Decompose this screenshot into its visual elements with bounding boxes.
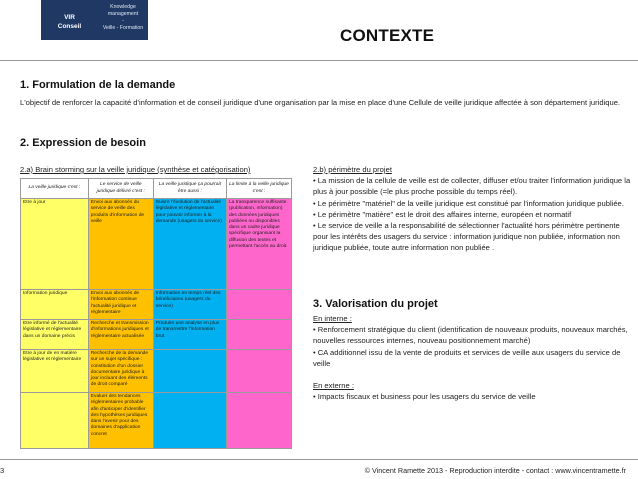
internal-bullet: • CA additionnel issu de la vente de produits et services de veille aux usagers du service de veille [313, 347, 621, 368]
table-cell: Etre à jour de en matière législative et réglementaire [21, 350, 89, 393]
table-cell: Envoi aux abonnés du service de veille des produits d'information de veille [88, 199, 153, 290]
internal-bullet: • Renforcement stratégique du client (identification de nouveaux produits, nouveaux marchés, nouvelles ressources internes, nouveau positionnement marché) [313, 325, 628, 346]
table-cell [226, 320, 291, 350]
header-divider [0, 60, 638, 61]
table-header-row [21, 179, 292, 199]
table-row [21, 320, 292, 350]
perimeter-bullet: • Le service de veille a la responsabilité de sélectionner l'actualité hors périmètre pertinente pour les intérêts des usagers du service : information juridique non publiée, information non juridique publiée, toute autre information non publiée . [313, 221, 620, 253]
perimeter-title: 2.b) périmètre du projet [313, 165, 392, 174]
page-title: CONTEXTE [340, 26, 435, 45]
table-cell [226, 290, 291, 320]
external-title: En externe : [313, 381, 354, 391]
internal-title: En interne : [313, 314, 352, 323]
logo-brand-line1: VIR [64, 14, 75, 21]
table-cell: Recherche de la demande sur un sujet spécifique : constitution d'un dossier documentaire juridique à jour incluant des éléments de droit comparé [88, 350, 153, 393]
table-cell [226, 350, 291, 393]
table-row [21, 290, 292, 320]
table-cell: Recherche et transmission d'informations juridiques et réglementaire actualisée [88, 320, 153, 350]
table-header: La limite à la veille juridique c'est : [226, 179, 291, 199]
section1-text: L'objectif de renforcer la capacité d'information et de conseil juridique d'une organisation par la mise en place d'une Cellule de veille juridique affectée à son département juridique. [20, 98, 621, 107]
table-cell: Etre informé de l'actualité législative et réglementaire dans un domaine précis [21, 320, 89, 350]
valorisation-block [313, 313, 633, 402]
perimeter-bullet: • La mission de la cellule de veille est de collecter, diffuser et/ou traiter l'information juridique la plus à jour possible (=le plus proche possible du temps réel). [313, 176, 631, 197]
tagline-line2: management [107, 11, 139, 17]
table-header: La veille juridique c'est : [21, 179, 89, 199]
table-cell [21, 393, 89, 449]
table-cell: Envoi aux abonnés de l'information continue l'actualité juridique et réglementaire [88, 290, 153, 320]
footer-divider [0, 459, 638, 460]
section3-heading: 3. Valorisation du projet [313, 298, 438, 310]
brainstorm-table [20, 178, 292, 449]
table-row [21, 199, 292, 290]
table-header: La veille juridique ça pourrait être aussi : [153, 179, 226, 199]
table-row [21, 393, 292, 449]
section1-heading: 1. Formulation de la demande [20, 79, 176, 91]
logo-tagline [98, 0, 148, 40]
logo-brand [41, 0, 98, 40]
tagline-line3: Veille - Formation [102, 25, 144, 31]
table-cell [153, 350, 226, 393]
page-number: 3 [0, 466, 5, 475]
table-cell: Information juridique [21, 290, 89, 320]
table-row [21, 350, 292, 393]
table-cell: La transparence suffisante (publication, information) des données juridiques publiées ou disponibles dans un cadre juridique spécifique organisant la diffusion des textes et permettant l'accès au droit. [226, 199, 291, 290]
perimeter-bullet: • Le périmètre "matériel" de la veille juridique est constitué par l'information juridique publiée. [313, 198, 624, 208]
table-header: Le service de veille juridique délivré c'est : [88, 179, 153, 199]
logo-brand-line2: Conseil [57, 23, 82, 30]
table-cell [153, 393, 226, 449]
table-cell [226, 393, 291, 449]
section2-subheading: 2.a) Brain storming sur la veille juridique (synthèse et catégorisation) [20, 165, 251, 174]
table-cell: Evaluer des tendances réglementaires probable afin d'anticiper d'identifier des hypothèses juridiques dans l'avenir pour des domaines d'application concret [88, 393, 153, 449]
section2-heading: 2. Expression de besoin [20, 137, 146, 149]
table-cell: Information en temps réel des bénéficiaires (usagers du service) [153, 290, 226, 320]
perimeter-block [313, 164, 633, 254]
external-bullet: • Impacts fiscaux et business pour les usagers du service de veille [313, 392, 536, 402]
tagline-dash: - [122, 18, 124, 24]
spacer [313, 369, 633, 380]
table-cell: Produire une analyse en plus de transmettre l'information brut [153, 320, 226, 350]
table-cell: Etre à jour [21, 199, 89, 290]
tagline-line1: Knowledge [110, 4, 136, 10]
perimeter-bullet: • Le périmètre "matière" est le droit des affaires interne, européen et normatif [313, 209, 572, 219]
copyright-footer: © Vincent Ramette 2013 - Reproduction interdite - contact : www.vincentramette.fr [364, 466, 626, 475]
table-cell: Suivre l'évolution de l'actualité législative et réglementaire pour pouvoir informer à la demande (usagers du service) [153, 199, 226, 290]
